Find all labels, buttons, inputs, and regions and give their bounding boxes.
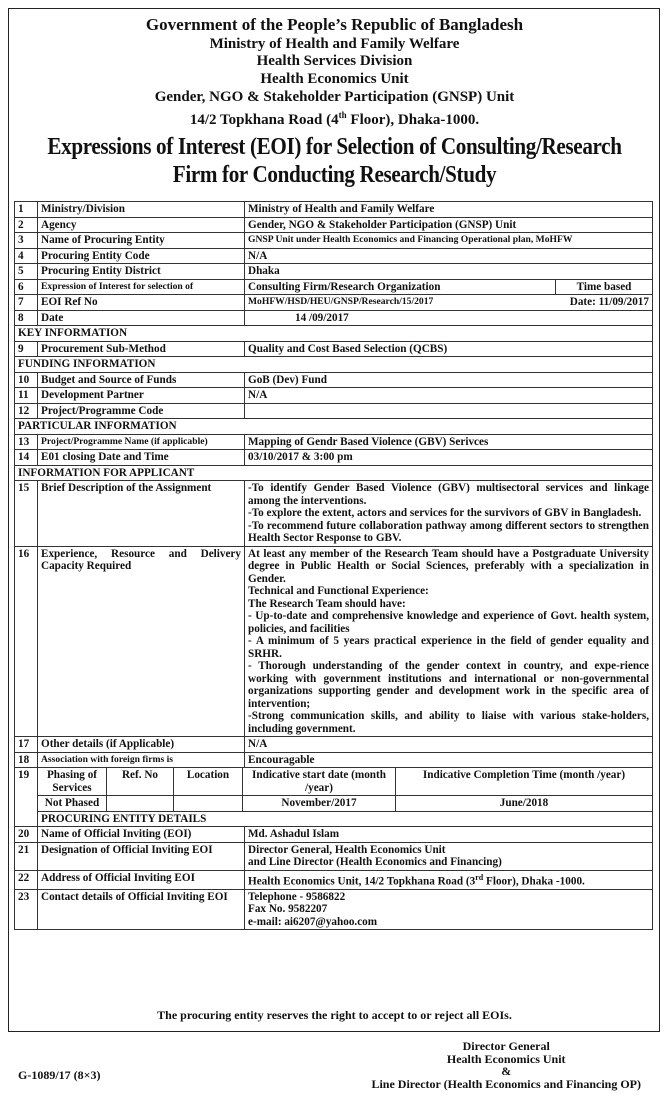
reservation-notice: The procuring entity reserves the right to accept to or reject all EOIs.	[157, 1008, 512, 1022]
eoi-title: Expressions of Interest (EOI) for Selection of Consulting/Research Firm for Conducting Research/Study	[47, 134, 622, 188]
table-row: 2 Agency Gender, NGO & Stakeholder Participation (GNSP) Unit	[15, 217, 653, 233]
table-row: 8 Date 14 /09/2017	[15, 310, 653, 326]
unit-heading: Health Economics Unit	[260, 71, 409, 87]
table-row: 14 E01 closing Date and Time 03/10/2017 & 3:00 pm	[15, 450, 653, 466]
table-row: 17 Other details (if Applicable) N/A	[15, 737, 653, 753]
phasing-row: 19 Phasing of Services Ref. No Location Indicative start date (month /year) Indicative Completion Time (month /year) Not Phased November/2017 June/2018	[15, 768, 653, 812]
ad-code: G-1089/17 (8×3)	[18, 1068, 101, 1082]
table-row: 10 Budget and Source of Funds GoB (Dev) Fund	[15, 372, 653, 388]
table-row: 7 EOI Ref No MoHFW/HSD/HEU/GNSP/Research/15/2017 Date: 11/09/2017	[15, 295, 653, 311]
section-heading: FUNDING INFORMATION	[15, 357, 653, 373]
section-heading: INFORMATION FOR APPLICANT	[15, 465, 653, 481]
table-row: 4 Procuring Entity Code N/A	[15, 248, 653, 264]
table-row: 12 Project/Programme Code	[15, 403, 653, 419]
address-heading: 14/2 Topkhana Road (4th Floor), Dhaka-1000.	[189, 110, 480, 128]
table-row: 16 Experience, Resource and Delivery Capacity Required At least any member of the Research Team should have a Postgraduate University degree in Public Health or Social Sciences, preferably with a specialization in Gender. Technical and Functional Experience: The Research Team should have: - Up-to-date and comprehensive knowledge and experience of Govt. health system, policies, and facilities - A minimum of 5 years practical experience in the field of gender equality and SRHR. - Thorough understanding of the gender context in country, and expe-rience working with government institutions and international or non-governmental organizations supporting gender and development work in the specific area of intervention; -Strong communication skills, and ability to liaise with various stake-holders, including government.	[15, 546, 653, 737]
table-row: 11 Development Partner N/A	[15, 388, 653, 404]
table-row: 18 Association with foreign firms is Encouragable	[15, 752, 653, 768]
section-heading: PROCURING ENTITY DETAILS	[15, 811, 653, 827]
table-row: 22 Address of Official Inviting EOI Health Economics Unit, 14/2 Topkhana Road (3rd Floor), Dhaka -1000.	[15, 870, 653, 889]
table-row: 3 Name of Procuring Entity GNSP Unit under Health Economics and Financing Operational plan, MoHFW	[15, 233, 653, 249]
section-heading: KEY INFORMATION	[15, 326, 653, 342]
table-row: 20 Name of Official Inviting (EOI) Md. Ashadul Islam	[15, 827, 653, 843]
table-row: 9 Procurement Sub-Method Quality and Cost Based Selection (QCBS)	[15, 341, 653, 357]
division-heading: Health Services Division	[256, 53, 413, 69]
table-row: 6 Expression of Interest for selection of Consulting Firm/Research Organization Time based	[15, 279, 653, 295]
govt-heading: Government of the People’s Republic of Bangladesh	[145, 15, 524, 34]
table-row: 21 Designation of Official Inviting EOI Director General, Health Economics Unit and Line Director (Health Economics and Financing)	[15, 842, 653, 870]
section-heading: PARTICULAR INFORMATION	[15, 419, 653, 435]
ministry-heading: Ministry of Health and Family Welfare	[209, 36, 460, 52]
table-row: 15 Brief Description of the Assignment -To identify Gender Based Violence (GBV) multisectoral services and linkage among the interventions. -To explore the extent, actors and services for the survivors of GBV in Bangladesh. -To recommend future collaboration pathway among different sectors to strengthen Health Sector Response to GBV.	[15, 481, 653, 547]
table-row: 5 Procuring Entity District Dhaka	[15, 264, 653, 280]
table-row: 1 Ministry/Division Ministry of Health and Family Welfare	[15, 202, 653, 218]
signature-block: Director General Health Economics Unit & Line Director (Health Economics and Financing OP)	[371, 1039, 641, 1091]
table-row: 23 Contact details of Official Inviting EOI Telephone - 9586822 Fax No. 9582207 e-mail: ai6207@yahoo.com	[15, 889, 653, 930]
gnsp-heading: Gender, NGO & Stakeholder Participation (GNSP) Unit	[154, 89, 515, 105]
table-row: 13 Project/Programme Name (if applicable) Mapping of Gendr Based Violence (GBV) Serivces	[15, 434, 653, 450]
eoi-table	[14, 201, 653, 930]
